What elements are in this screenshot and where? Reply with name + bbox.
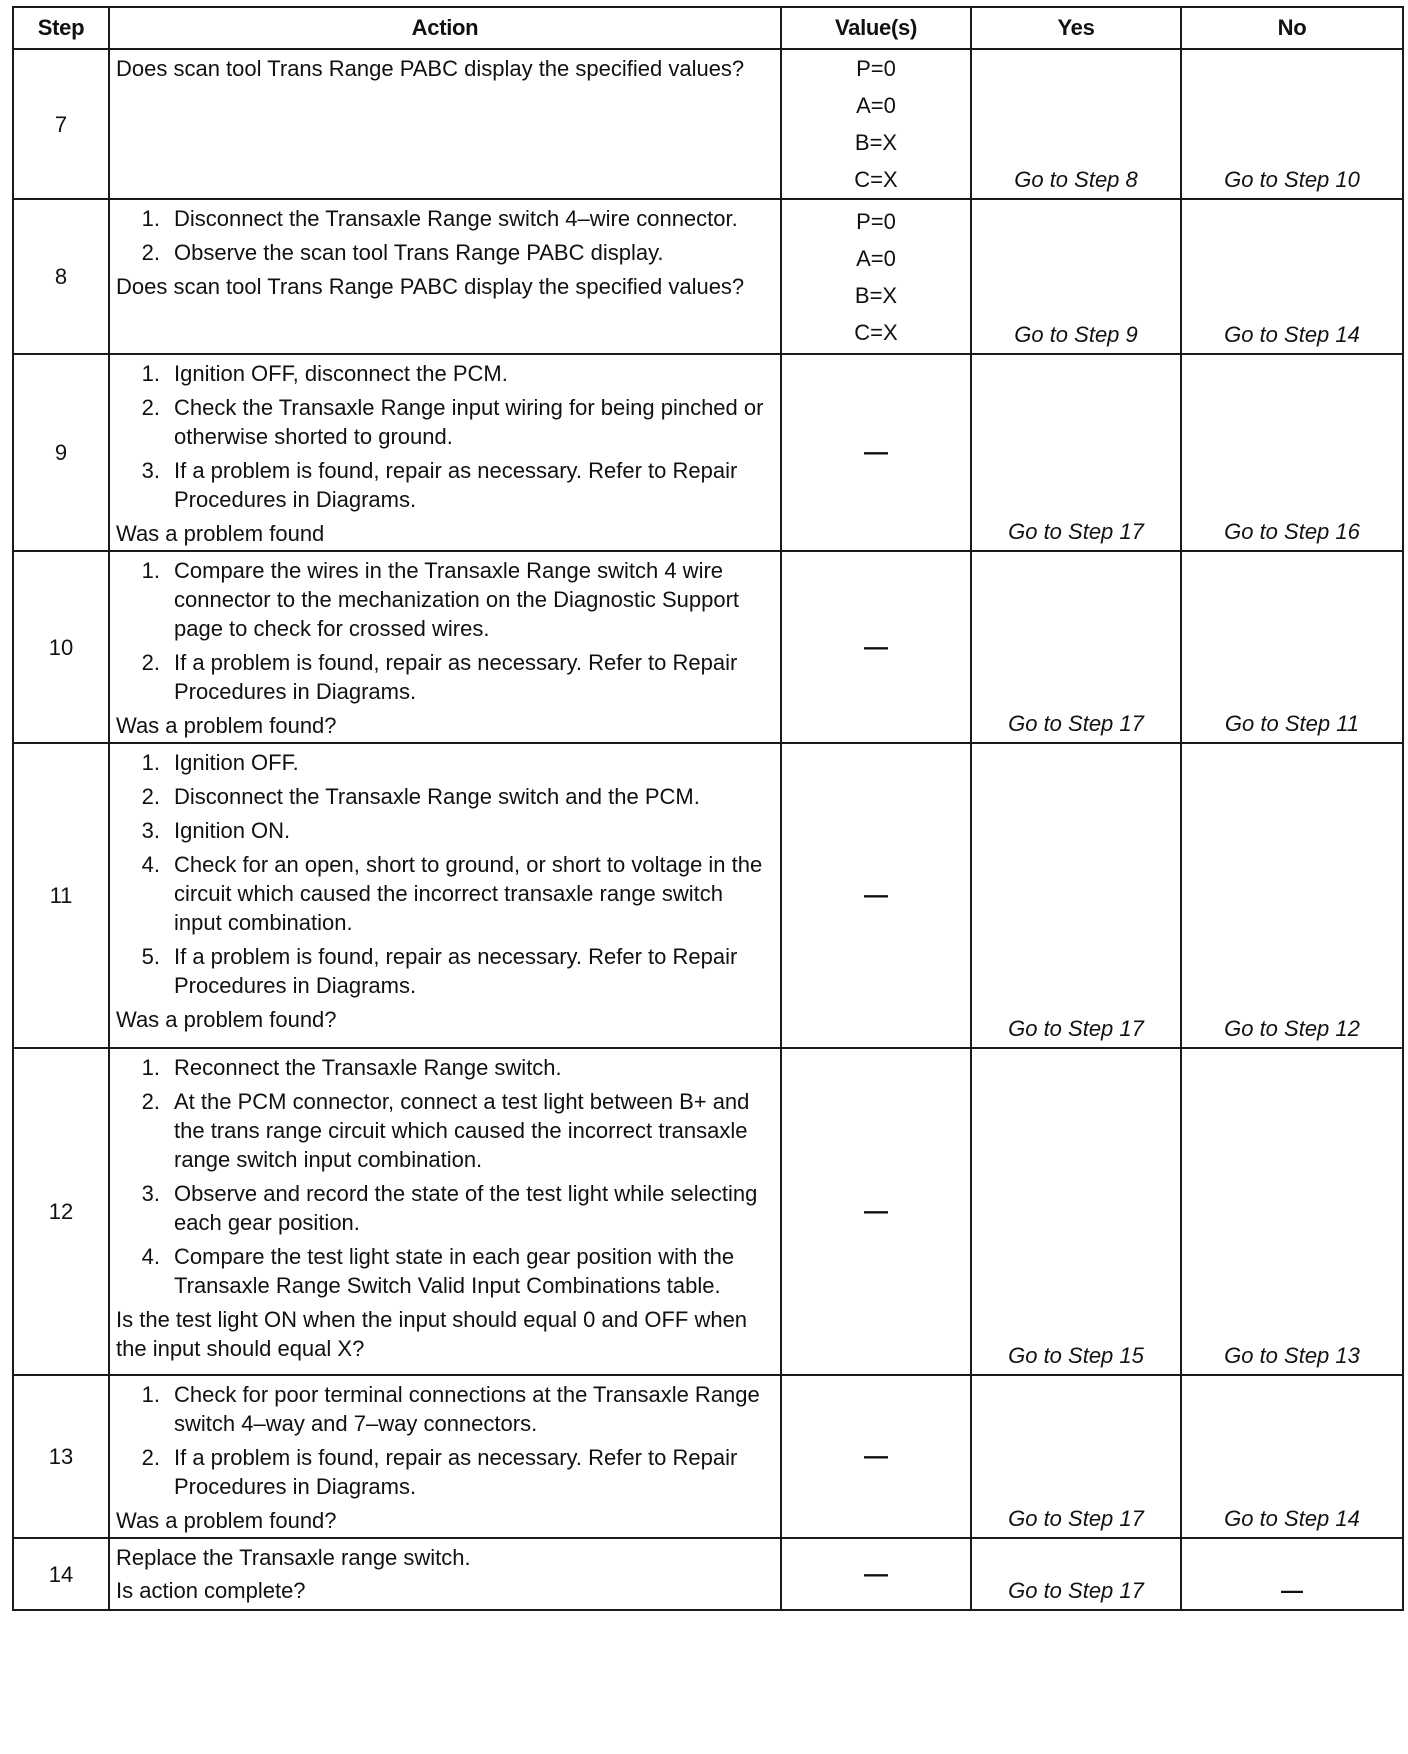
action-steps-list (116, 359, 774, 514)
specified-value: P=0 (856, 208, 896, 234)
step-number: 11 (13, 743, 109, 1048)
action-step-number: 1. (141, 361, 160, 386)
values-cell (781, 743, 971, 1048)
specified-value: P=0 (856, 56, 896, 81)
action-question: Is the test light ON when the input should equal 0 and OFF when the input should equal X? (116, 1307, 748, 1361)
values-cell (781, 49, 971, 199)
action-step-item (116, 1443, 774, 1501)
header-action: Action (109, 7, 781, 49)
yes-outcome: Go to Step 9 (1014, 322, 1138, 347)
action-step-number: 1. (141, 750, 160, 775)
table-row (13, 1538, 1403, 1610)
action-question: Does scan tool Trans Range PABC display the specified values? (116, 274, 745, 299)
action-question: Was a problem found? (116, 1007, 337, 1032)
step-number: 13 (13, 1375, 109, 1538)
action-step-text: Disconnect the Transaxle Range switch and the PCM. (174, 784, 700, 809)
yes-outcome: Go to Step 17 (1008, 1016, 1144, 1041)
header-row (13, 7, 1403, 49)
yes-outcome: Go to Step 17 (1008, 519, 1144, 544)
step-number: 10 (13, 551, 109, 743)
yes-outcome: Go to Step 17 (1008, 711, 1144, 736)
no-cell (1181, 551, 1403, 743)
action-step-text: At the PCM connector, connect a test light between B+ and the trans range circuit which caused the incorrect transaxle range switch input combination. (174, 1089, 750, 1172)
action-steps-list (116, 556, 774, 706)
action-step-number: 4. (141, 852, 160, 877)
action-question: Was a problem found (116, 521, 325, 546)
specified-value: C=X (854, 167, 898, 192)
action-step-item (116, 1242, 774, 1300)
table-row (13, 743, 1403, 1048)
action-step-item (116, 1053, 774, 1082)
action-step-item (116, 1087, 774, 1174)
action-step-text: Check the Transaxle Range input wiring for being pinched or otherwise shorted to ground. (174, 395, 764, 449)
action-step-text: Ignition OFF, disconnect the PCM. (174, 361, 508, 386)
specified-value: B=X (854, 282, 898, 308)
action-step-number: 3. (141, 818, 160, 843)
action-step-item (116, 850, 774, 937)
diagnostic-procedure-table (12, 6, 1404, 1611)
action-step-number: 3. (141, 1181, 160, 1206)
action-step-item (116, 204, 774, 233)
yes-cell (971, 1375, 1181, 1538)
action-step-number: 2. (141, 1445, 160, 1470)
no-outcome: Go to Step 10 (1224, 167, 1360, 192)
action-cell (109, 354, 781, 551)
action-step-text: If a problem is found, repair as necessary. Refer to Repair Procedures in Diagrams. (174, 650, 738, 704)
values-cell (781, 1048, 971, 1375)
no-cell (1181, 1375, 1403, 1538)
yes-outcome: Go to Step 8 (1014, 167, 1138, 192)
yes-cell (971, 1048, 1181, 1375)
action-cell (109, 1048, 781, 1375)
table-row (13, 354, 1403, 551)
action-step-item (116, 1179, 774, 1237)
action-step-text: If a problem is found, repair as necessary. Refer to Repair Procedures in Diagrams. (174, 1445, 738, 1499)
values-cell (781, 1375, 971, 1538)
values-cell (781, 199, 971, 354)
action-step-item (116, 942, 774, 1000)
yes-outcome: Go to Step 17 (1008, 1578, 1144, 1603)
specified-value: B=X (854, 130, 898, 155)
action-step-number: 1. (141, 1055, 160, 1080)
action-intro: Does scan tool Trans Range PABC display the specified values? (116, 56, 745, 81)
action-question: Was a problem found? (116, 713, 337, 738)
table-row (13, 551, 1403, 743)
no-cell (1181, 1538, 1403, 1610)
no-cell (1181, 49, 1403, 199)
table-body (13, 49, 1403, 1610)
action-step-item (116, 556, 774, 643)
values-cell (781, 1538, 971, 1610)
table-row (13, 1048, 1403, 1375)
no-cell (1181, 1048, 1403, 1375)
specified-value: A=0 (856, 93, 896, 118)
action-step-text: Ignition ON. (174, 818, 291, 843)
step-number: 9 (13, 354, 109, 551)
yes-cell (971, 1538, 1181, 1610)
action-step-item (116, 1380, 774, 1438)
no-outcome: Go to Step 11 (1224, 711, 1360, 736)
yes-outcome: Go to Step 15 (1008, 1343, 1144, 1368)
action-cell (109, 551, 781, 743)
step-number: 8 (13, 199, 109, 354)
action-intro: Replace the Transaxle range switch. (116, 1545, 471, 1570)
action-cell (109, 743, 781, 1048)
step-number: 7 (13, 49, 109, 199)
table-row (13, 199, 1403, 354)
action-step-number: 4. (141, 1244, 160, 1269)
action-step-item (116, 456, 774, 514)
no-outcome: Go to Step 13 (1224, 1343, 1360, 1368)
specified-value: C=X (854, 319, 898, 345)
action-step-number: 2. (141, 784, 160, 809)
action-question: Was a problem found? (116, 1508, 337, 1533)
yes-cell (971, 551, 1181, 743)
table-row (13, 1375, 1403, 1538)
values-cell (781, 354, 971, 551)
action-step-text: Check for poor terminal connections at the Transaxle Range switch 4–way and 7–way connectors. (174, 1382, 760, 1436)
step-number: 12 (13, 1048, 109, 1375)
specified-value: A=0 (856, 245, 896, 271)
action-step-number: 1. (141, 558, 160, 583)
action-step-text: Observe the scan tool Trans Range PABC display. (174, 240, 664, 265)
action-step-item (116, 393, 774, 451)
action-steps-list (116, 204, 774, 267)
no-outcome: Go to Step 14 (1224, 1506, 1360, 1531)
yes-cell (971, 199, 1181, 354)
no-outcome: Go to Step 12 (1224, 1016, 1360, 1041)
no-value-dash: — (864, 882, 888, 909)
action-step-number: 5. (141, 944, 160, 969)
action-step-text: Observe and record the state of the test light while selecting each gear position. (174, 1181, 758, 1235)
action-cell (109, 49, 781, 199)
action-step-number: 2. (141, 395, 160, 420)
action-step-text: Compare the test light state in each gear position with the Transaxle Range Switch Valid Input Combinations table. (174, 1244, 735, 1298)
action-step-item (116, 359, 774, 388)
action-step-item (116, 238, 774, 267)
action-step-text: Check for an open, short to ground, or short to voltage in the circuit which caused the incorrect transaxle range switch input combination. (174, 852, 763, 935)
header-yes: Yes (971, 7, 1181, 49)
action-cell (109, 199, 781, 354)
action-steps-list (116, 748, 774, 1000)
yes-cell (971, 49, 1181, 199)
yes-cell (971, 743, 1181, 1048)
header-values: Value(s) (781, 7, 971, 49)
action-step-item (116, 648, 774, 706)
action-step-text: Ignition OFF. (174, 750, 299, 775)
table-row (13, 49, 1403, 199)
no-value-dash: — (864, 1443, 888, 1470)
yes-cell (971, 354, 1181, 551)
no-cell (1181, 743, 1403, 1048)
action-steps-list (116, 1053, 774, 1300)
action-step-text: If a problem is found, repair as necessary. Refer to Repair Procedures in Diagrams. (174, 944, 738, 998)
no-value-dash: — (864, 633, 888, 661)
no-outcome: Go to Step 14 (1224, 322, 1360, 347)
no-value-dash: — (864, 439, 888, 466)
yes-outcome: Go to Step 17 (1008, 1506, 1144, 1531)
no-cell (1181, 199, 1403, 354)
action-cell (109, 1538, 781, 1610)
action-step-text: If a problem is found, repair as necessary. Refer to Repair Procedures in Diagrams. (174, 458, 738, 512)
action-step-text: Disconnect the Transaxle Range switch 4–wire connector. (174, 206, 738, 231)
no-outcome: Go to Step 16 (1224, 519, 1360, 544)
no-outcome: — (1281, 1578, 1303, 1603)
no-cell (1181, 354, 1403, 551)
action-step-number: 2. (141, 650, 160, 675)
action-step-item (116, 782, 774, 811)
header-no: No (1181, 7, 1403, 49)
header-step: Step (13, 7, 109, 49)
action-step-number: 2. (141, 240, 160, 265)
values-cell (781, 551, 971, 743)
action-step-number: 2. (141, 1089, 160, 1114)
no-value-dash: — (864, 1560, 888, 1588)
no-value-dash: — (864, 1198, 888, 1225)
step-number: 14 (13, 1538, 109, 1610)
diagnostic-table-sheet (12, 6, 1402, 1611)
action-step-item (116, 816, 774, 845)
action-step-number: 1. (141, 206, 160, 231)
action-cell (109, 1375, 781, 1538)
action-step-item (116, 748, 774, 777)
action-steps-list (116, 1380, 774, 1501)
action-step-text: Reconnect the Transaxle Range switch. (174, 1055, 562, 1080)
action-step-number: 1. (141, 1382, 160, 1407)
action-question: Is action complete? (116, 1578, 306, 1603)
action-step-text: Compare the wires in the Transaxle Range switch 4 wire connector to the mechanization on the Diagnostic Support page to check for crossed wires. (174, 558, 740, 641)
action-step-number: 3. (141, 458, 160, 483)
